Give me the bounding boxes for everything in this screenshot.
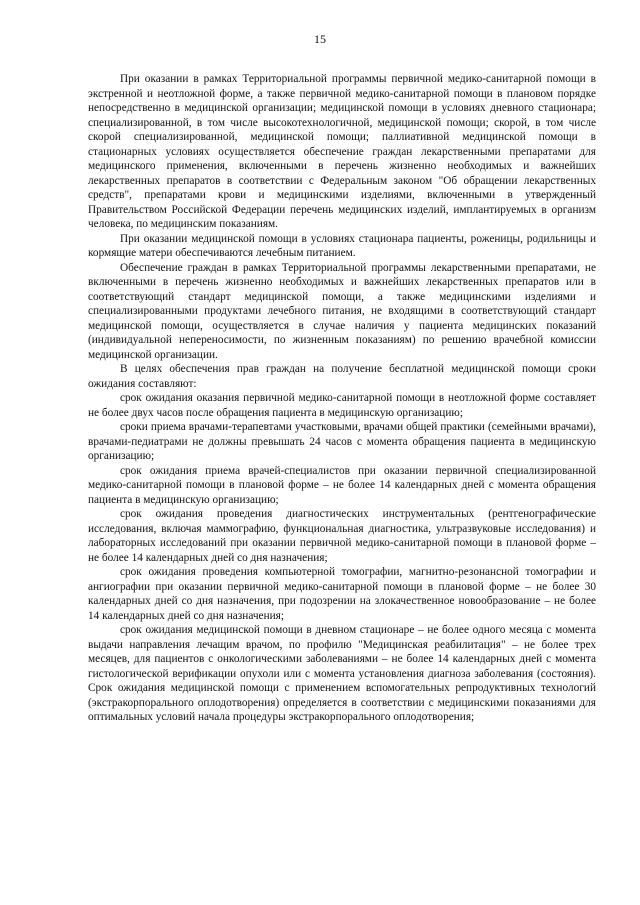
paragraph: срок ожидания оказания первичной медико-санитарной помощи в неотложной форме составляет не более двух часов после обращения пациента в медицинскую организацию;: [88, 392, 596, 419]
paragraph: При оказании медицинской помощи в условиях стационара пациенты, роженицы, родильницы и кормящие матери обеспечиваются лечебным питанием.: [88, 232, 596, 259]
paragraph: срок ожидания медицинской помощи в дневном стационаре – не более одного месяца с момента выдачи направления лечащим врачом, по профилю "Медицинская реабилитация" – не более трех месяцев, для пациентов с онкологическими заболеваниями – не более 14 календарных дней с момента гистологической верификации опухоли или с момента установления диагноза заболевания (состояния). Срок ожидания медицинской помощи с применением вспомогательных репродуктивных технологий (экстракорпорального оплодотворения) определяется в соответствии с медицинскими показаниями для оптимальных условий начала процедуры экстракорпорального оплодотворения;: [88, 624, 596, 723]
paragraph: При оказании в рамках Территориальной программы первичной медико-санитарной помощи в экстренной и неотложной форме, а также первичной медико-санитарной помощи в плановом порядке непосредственно в медицинской организации; медицинской помощи в условиях дневного стационара; специализированной, в том числе высокотехнологичной, медицинской помощи; скорой, в том числе скорой специализированной, медицинской помощи; паллиативной медицинской помощи в стационарных условиях осуществляется обеспечение граждан лекарственными препаратами для медицинского применения, включенными в перечень жизненно необходимых и важнейших лекарственных препаратов в соответствии с Федеральным законом "Об обращении лекарственных средств", препаратами крови и медицинскими изделиями, включенными в утвержденный Правительством Российской Федерации перечень медицинских изделий, имплантируемых в организм человека, по медицинским показаниям.: [88, 73, 596, 230]
paragraph: В целях обеспечения прав граждан на получение бесплатной медицинской помощи сроки ожидания составляют:: [88, 363, 596, 390]
paragraph: срок ожидания проведения диагностических инструментальных (рентгенографические исследования, включая маммографию, функциональная диагностика, ультразвуковые исследования) и лабораторных исследований при оказании первичной медико-санитарной помощи в плановой форме – не более 14 календарных дней со дня назначения;: [88, 508, 596, 564]
paragraph: срок ожидания проведения компьютерной томографии, магнитно-резонансной томографии и ангиографии при оказании первичной медико-санитарной помощи в плановой форме – не более 30 календарных дней со дня назначения, при подозрении на злокачественное новообразование – не более 14 календарных дней со дня назначения;: [88, 566, 596, 622]
page-number: 15: [314, 32, 326, 46]
document-body: [88, 72, 596, 725]
paragraph: срок ожидания приема врачей-специалистов при оказании первичной специализированной медико-санитарной помощи в плановой форме – не более 14 календарных дней с момента обращения пациента в медицинскую организацию;: [88, 464, 596, 506]
paragraph: сроки приема врачами-терапевтами участковыми, врачами общей практики (семейными врачами), врачами-педиатрами не должны превышать 24 часов с момента обращения пациента в медицинскую организацию;: [88, 421, 596, 462]
paragraph: Обеспечение граждан в рамках Территориальной программы лекарственными препаратами, не включенными в перечень жизненно необходимых и важнейших лекарственных препаратов или в соответствующий стандарт медицинской помощи, а также медицинскими изделиями и специализированными продуктами лечебного питания, не входящими в соответствующий стандарт медицинской помощи, осуществляется в случае наличия у пациента медицинских показаний (индивидуальной непереносимости, по жизненным показаниям) по решению врачебной комиссии медицинской организации.: [88, 261, 596, 361]
